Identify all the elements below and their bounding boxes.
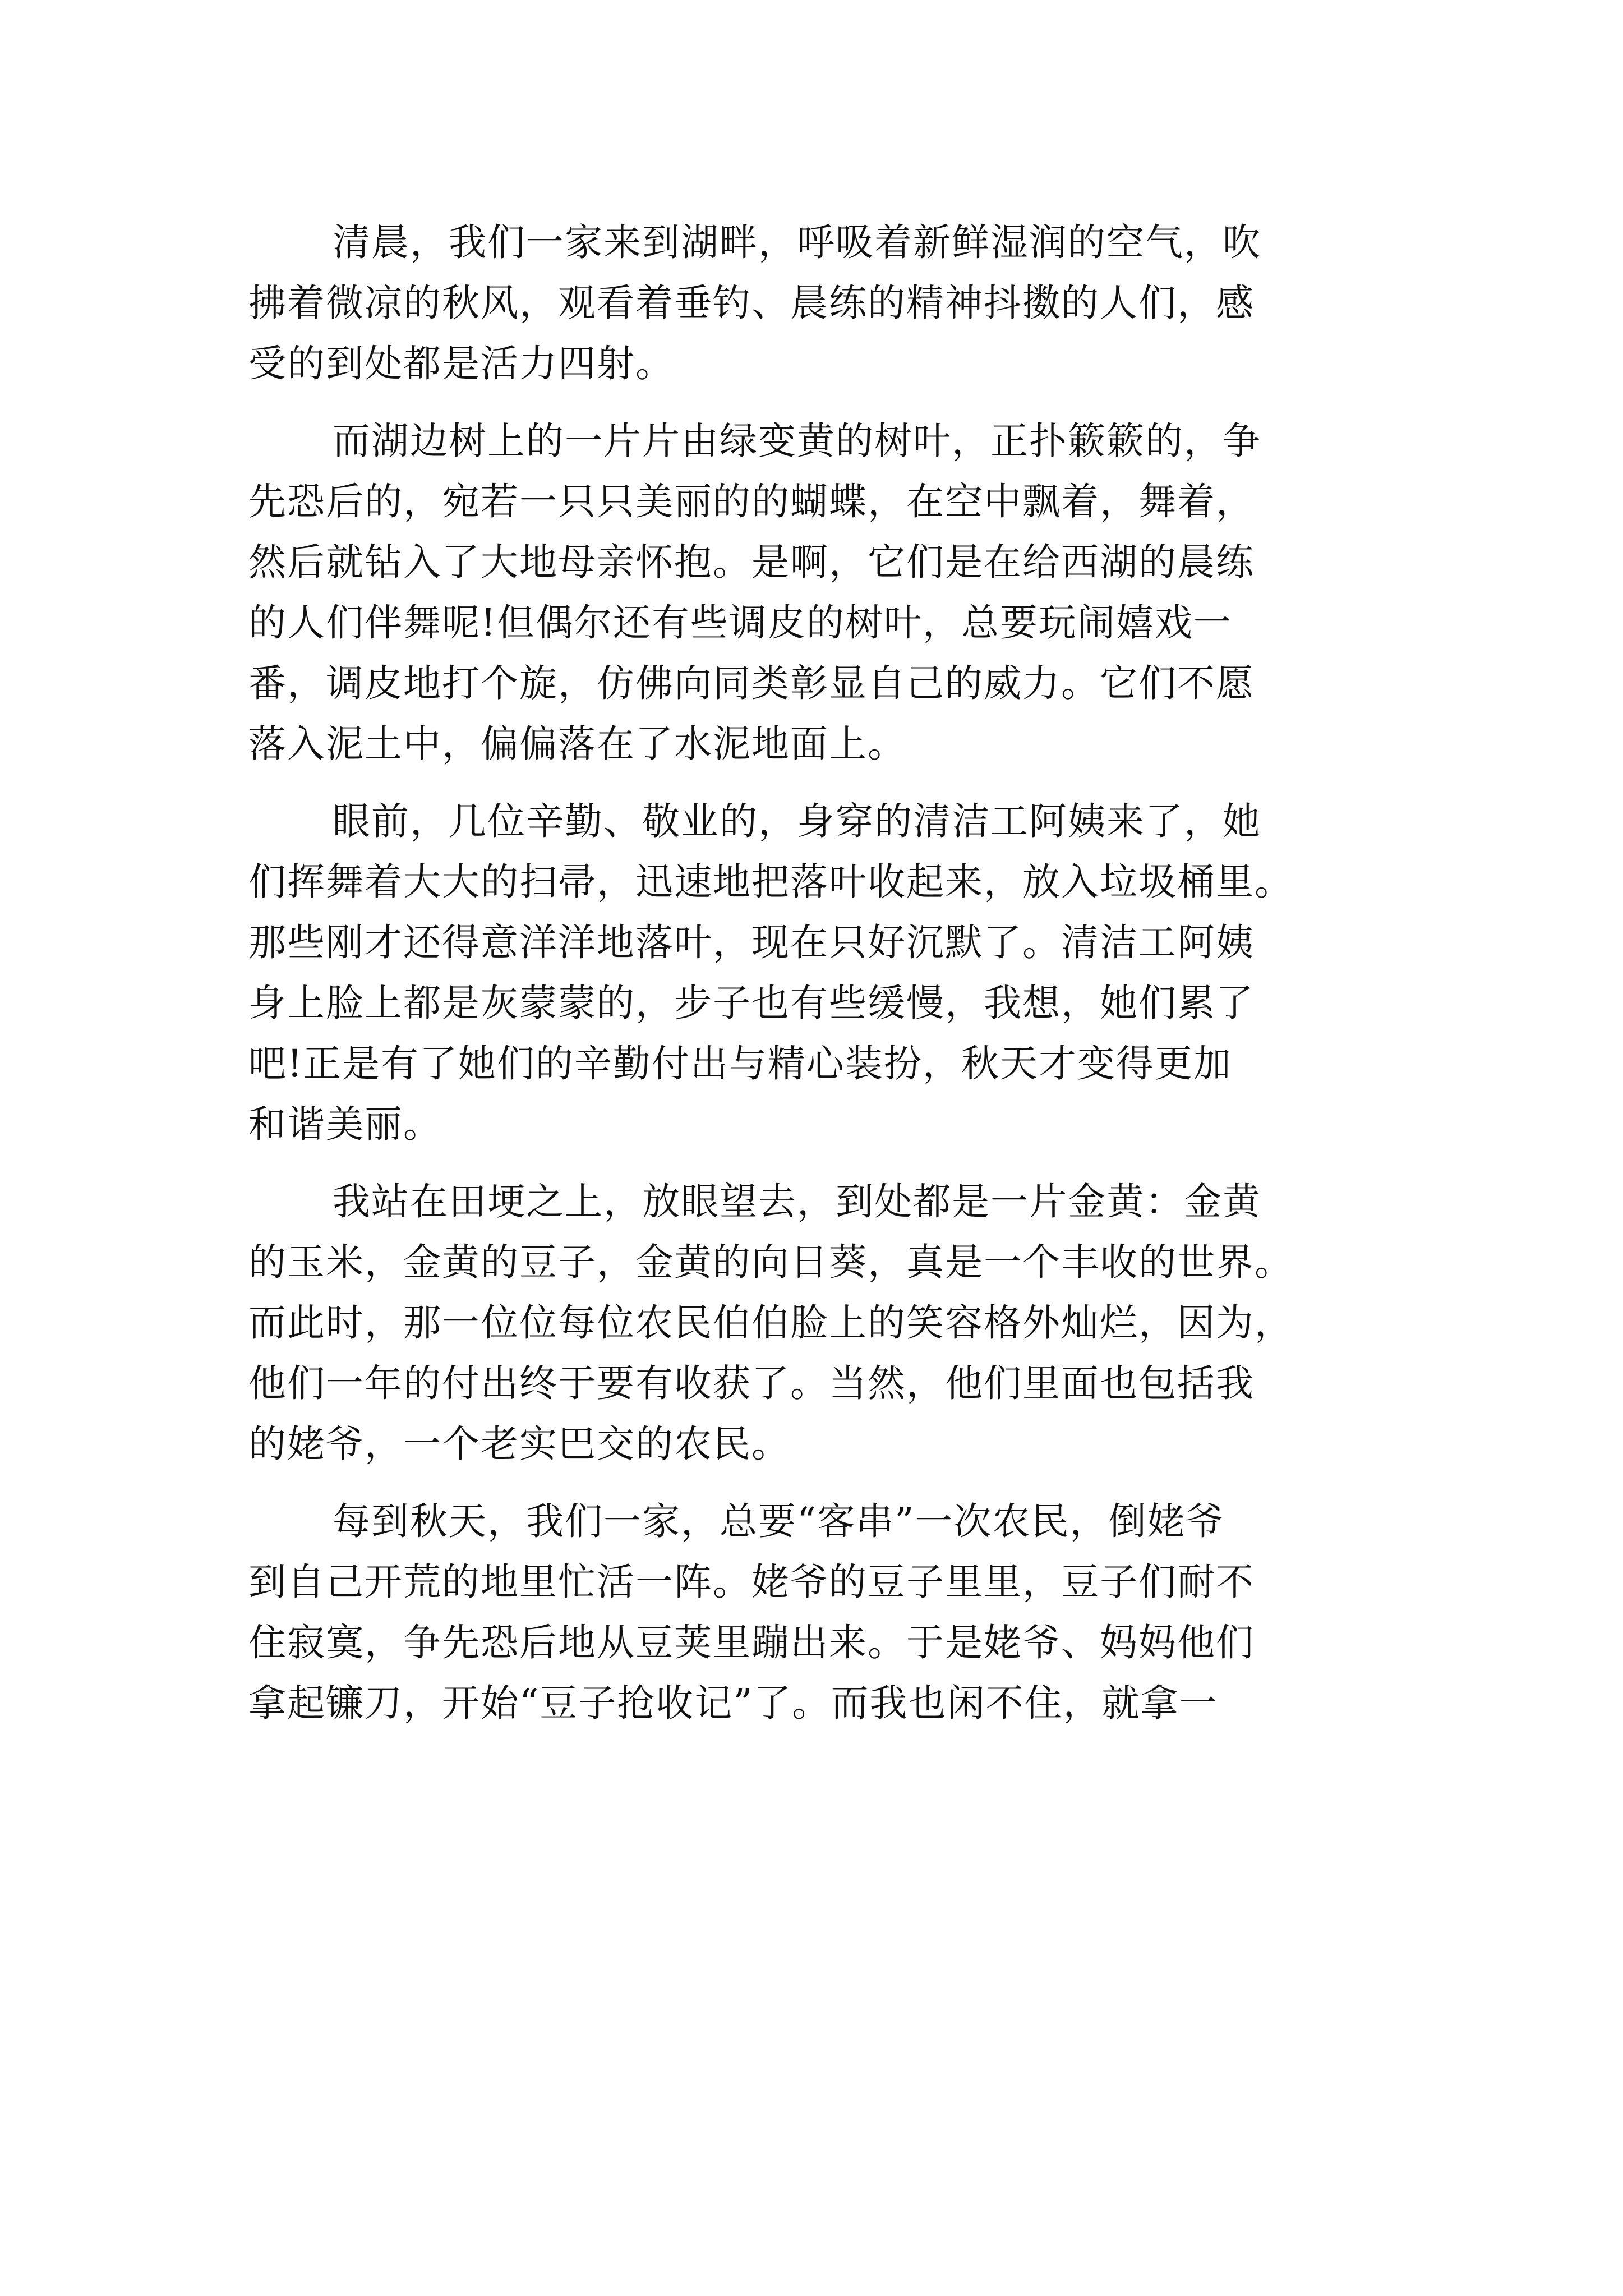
text-line: 番，调皮地打个旋，仿佛向同类彰显自己的威力。它们不愿 bbox=[248, 661, 1255, 705]
paragraph-2 bbox=[248, 411, 1376, 774]
document-body bbox=[248, 212, 1376, 1733]
text-line: 的玉米，金黄的豆子，金黄的向日葵，真是一个丰收的世界。 bbox=[248, 1240, 1293, 1284]
text-line: 拿起镰刀，开始“豆子抢收记”了。而我也闲不住，就拿一 bbox=[248, 1681, 1218, 1725]
text-line: 的人们伴舞呢!但偶尔还有些调皮的树叶，总要玩闹嬉戏一 bbox=[248, 601, 1232, 645]
text-line: 他们一年的付出终于要有收获了。当然，他们里面也包括我 bbox=[248, 1361, 1255, 1405]
text-line: 们挥舞着大大的扫帚，迅速地把落叶收起来，放入垃圾桶里。 bbox=[248, 860, 1293, 904]
text-line: 吧!正是有了她们的辛勤付出与精心装扮，秋天才变得更加 bbox=[248, 1042, 1232, 1085]
text-line: 和谐美丽。 bbox=[248, 1102, 442, 1146]
text-line: 先恐后的，宛若一只只美丽的的蝴蝶，在空中飘着，舞着， bbox=[248, 480, 1255, 523]
paragraph-3 bbox=[248, 791, 1376, 1154]
text-line: 身上脸上都是灰蒙蒙的，步子也有些缓慢，我想，她们累了 bbox=[248, 981, 1255, 1025]
paragraph-5 bbox=[248, 1491, 1376, 1733]
text-line: 然后就钻入了大地母亲怀抱。是啊，它们是在给西湖的晨练 bbox=[248, 540, 1255, 584]
text-line: 清晨，我们一家来到湖畔，呼吸着新鲜湿润的空气，吹 bbox=[333, 220, 1261, 264]
text-line: 受的到处都是活力四射。 bbox=[248, 342, 674, 385]
text-line: 住寂寞，争先恐后地从豆荚里蹦出来。于是姥爷、妈妈他们 bbox=[248, 1621, 1255, 1664]
paragraph-4 bbox=[248, 1171, 1376, 1474]
text-line: 每到秋天，我们一家，总要“客串”一次农民，倒姥爷 bbox=[333, 1499, 1225, 1543]
text-line: 眼前，几位辛勤、敬业的，身穿的清洁工阿姨来了，她 bbox=[333, 799, 1261, 843]
text-line: 那些刚才还得意洋洋地落叶，现在只好沉默了。清洁工阿姨 bbox=[248, 921, 1255, 964]
text-line: 拂着微凉的秋风，观看着垂钓、晨练的精神抖擞的人们，感 bbox=[248, 281, 1255, 325]
text-line: 落入泥土中，偏偏落在了水泥地面上。 bbox=[248, 722, 906, 766]
text-line: 而湖边树上的一片片由绿变黄的树叶，正扑簌簌的，争 bbox=[333, 419, 1261, 463]
text-line: 而此时，那一位位每位农民伯伯脸上的笑容格外灿烂，因为， bbox=[248, 1301, 1293, 1345]
text-line: 到自己开荒的地里忙活一阵。姥爷的豆子里里，豆子们耐不 bbox=[248, 1560, 1255, 1604]
text-line: 我站在田埂之上，放眼望去，到处都是一片金黄：金黄 bbox=[333, 1180, 1261, 1223]
text-line: 的姥爷，一个老实巴交的农民。 bbox=[248, 1422, 790, 1466]
paragraph-1 bbox=[248, 212, 1376, 394]
